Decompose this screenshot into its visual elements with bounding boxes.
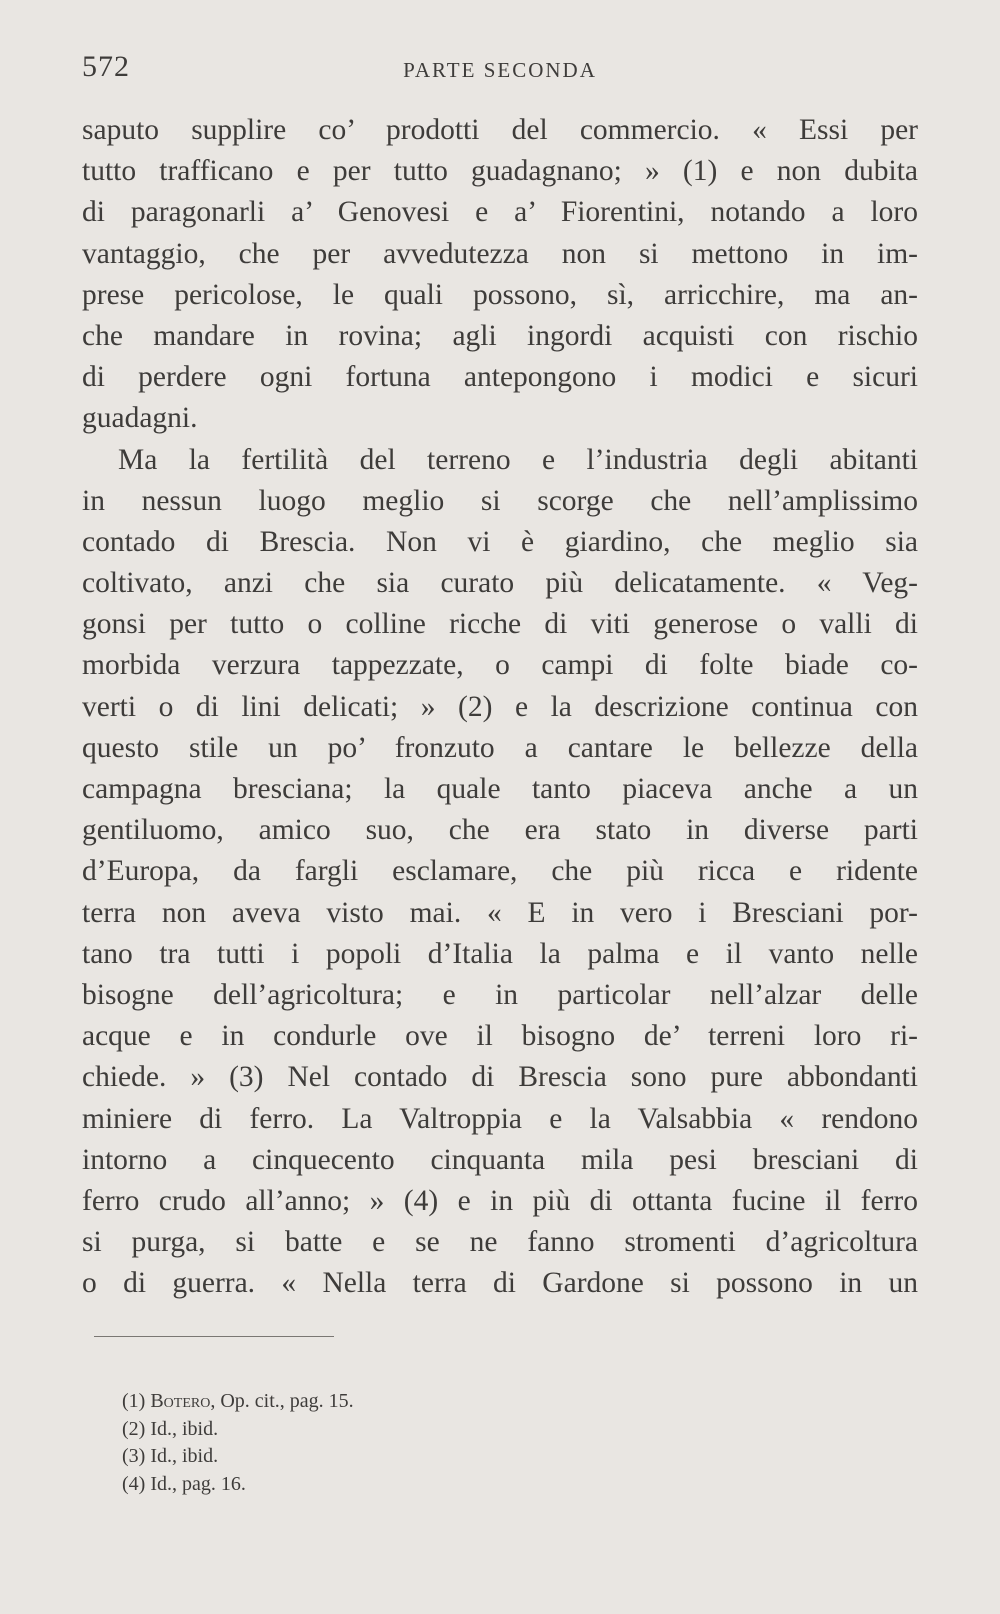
footnote <box>122 1471 354 1499</box>
text-line: tutto trafficano e per tutto guadagnano; » (1) e non dubita <box>82 155 918 188</box>
text-line: bisogne dell’agricoltura; e in particolar nell’alzar delle <box>82 978 918 1011</box>
footnote <box>122 1443 354 1471</box>
text-line: si purga, si batte e se ne fanno stromenti d’agricoltura <box>82 1226 918 1259</box>
footnote <box>122 1388 354 1416</box>
text-line: miniere di ferro. La Valtroppia e la Valsabbia « rendono <box>82 1102 918 1135</box>
text-line: questo stile un po’ fronzuto a cantare le bellezze della <box>82 731 918 764</box>
text-line: gentiluomo, amico suo, che era stato in diverse parti <box>82 814 918 847</box>
text-line: di paragonarli a’ Genovesi e a’ Fiorentini, notando a loro <box>82 196 918 229</box>
text-line: campagna bresciana; la quale tanto piaceva anche a un <box>82 773 918 805</box>
text-line: ferro crudo all’anno; » (4) e in più di ottanta fucine il ferro <box>82 1184 918 1217</box>
text-line: contado di Brescia. Non vi è giardino, che meglio sia <box>82 525 918 558</box>
footnote-text: Id., pag. 16. <box>150 1472 246 1495</box>
text-line: saputo supplire co’ prodotti del commercio. « Essi per <box>82 114 918 146</box>
text-line: gonsi per tutto o colline ricche di viti generose o valli di <box>82 608 918 641</box>
text-line: morbida verzura tappezzate, o campi di folte biade co- <box>82 649 918 682</box>
footnote-author: Botero, <box>150 1390 216 1412</box>
text-line: vantaggio, che per avvedutezza non si mettono in im- <box>82 237 918 270</box>
text-line: d’Europa, da fargli esclamare, che più ricca e ridente <box>82 855 918 888</box>
text-line: chiede. » (3) Nel contado di Brescia sono pure abbondanti <box>82 1061 918 1094</box>
text-line: che mandare in rovina; agli ingordi acquisti con rischio <box>82 319 918 352</box>
text-line: intorno a cinquecento cinquanta mila pesi bresciani di <box>82 1143 918 1176</box>
text-line: acque e in condurle ove il bisogno de’ terreni loro ri- <box>82 1020 918 1053</box>
paragraph-start-line: Ma la fertilità del terreno e l’industria degli abitanti <box>118 443 918 476</box>
text-line: in nessun luogo meglio si scorge che nell’amplissimo <box>82 484 918 517</box>
footnote-marker: (4) <box>122 1472 146 1495</box>
footnote-marker: (3) <box>122 1445 146 1467</box>
text-line: di perdere ogni fortuna antepongono i modici e sicuri <box>82 361 918 394</box>
footnote-text: Op. cit., pag. 15. <box>220 1390 354 1412</box>
text-line: coltivato, anzi che sia curato più delicatamente. « Veg- <box>82 567 918 600</box>
page-number: 572 <box>82 50 130 83</box>
footnote-marker: (1) <box>122 1390 146 1412</box>
footnotes <box>122 1388 354 1498</box>
text-line: tano tra tutti i popoli d’Italia la palma e il vanto nelle <box>82 937 918 970</box>
footnote-marker: (2) <box>122 1417 146 1440</box>
footnote-divider <box>94 1336 334 1337</box>
text-line: guadagni. <box>82 402 198 435</box>
body-text <box>82 110 918 1304</box>
text-line: o di guerra. « Nella terra di Gardone si possono in un <box>82 1267 918 1300</box>
running-head: PARTE SECONDA <box>403 58 597 82</box>
footnote-text: Id., ibid. <box>150 1445 219 1467</box>
text-line: prese pericolose, le quali possono, sì, arricchire, ma an- <box>82 278 918 311</box>
footnote <box>122 1416 354 1444</box>
footnote-text: Id., ibid. <box>150 1417 219 1440</box>
text-line: terra non aveva visto mai. « E in vero i Bresciani por- <box>82 896 918 929</box>
text-line: verti o di lini delicati; » (2) e la descrizione continua con <box>82 690 918 723</box>
